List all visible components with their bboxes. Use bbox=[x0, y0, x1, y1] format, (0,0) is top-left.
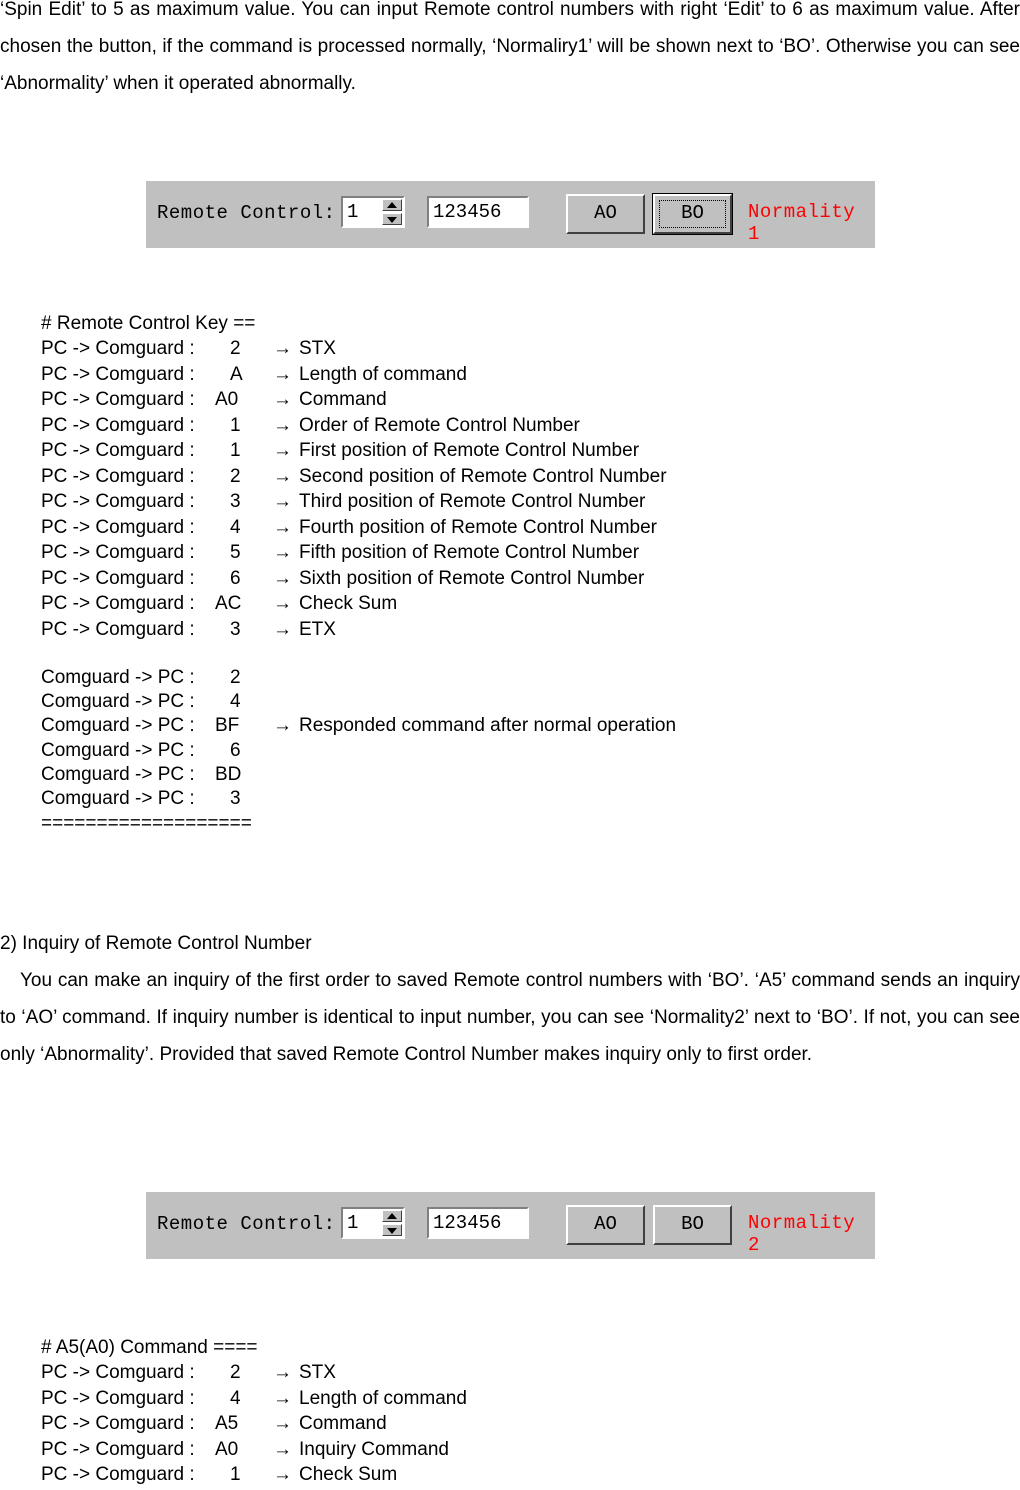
byte-value: 2 bbox=[230, 667, 241, 688]
byte-description: STX bbox=[299, 338, 336, 359]
byte-value: 5 bbox=[230, 542, 241, 563]
direction-prefix: PC -> Comguard : bbox=[41, 465, 195, 487]
ao-button[interactable]: AO bbox=[566, 194, 645, 234]
direction-prefix: PC -> Comguard : bbox=[41, 1413, 195, 1434]
arrow-down-icon bbox=[387, 217, 397, 223]
arrow-up-icon bbox=[387, 1213, 397, 1219]
byte-value: 2 bbox=[230, 465, 241, 487]
direction-prefix: PC -> Comguard : bbox=[41, 491, 195, 512]
remote-number-edit[interactable]: 123456 bbox=[427, 1207, 529, 1239]
arrow-right-icon: → bbox=[273, 715, 292, 737]
arrow-right-icon: → bbox=[273, 363, 292, 385]
bo-button[interactable]: BO bbox=[653, 1205, 732, 1245]
direction-prefix: PC -> Comguard : bbox=[41, 414, 195, 436]
direction-prefix: PC -> Comguard : bbox=[41, 1464, 195, 1485]
focus-rect bbox=[659, 200, 726, 228]
direction-prefix: PC -> Comguard : bbox=[41, 440, 195, 461]
byte-value: 3 bbox=[230, 491, 241, 512]
block-title: # A5(A0) Command ==== bbox=[41, 1337, 258, 1358]
byte-value: AC bbox=[215, 593, 242, 614]
arrow-right-icon: → bbox=[273, 1464, 292, 1485]
remote-order-spin-edit[interactable] bbox=[341, 1207, 405, 1239]
arrow-right-icon: → bbox=[273, 567, 292, 589]
byte-value: 3 bbox=[230, 618, 241, 640]
arrow-right-icon: → bbox=[273, 542, 292, 563]
byte-description: Check Sum bbox=[299, 1464, 398, 1485]
byte-value: 6 bbox=[230, 567, 241, 589]
direction-prefix: PC -> Comguard : bbox=[41, 516, 195, 538]
direction-prefix: Comguard -> PC : bbox=[41, 715, 195, 737]
byte-value: 1 bbox=[230, 414, 241, 436]
arrow-right-icon: → bbox=[273, 516, 292, 538]
byte-value: A bbox=[230, 363, 243, 385]
remote-order-spin-edit[interactable] bbox=[341, 196, 405, 228]
byte-value: 1 bbox=[230, 1464, 241, 1485]
arrow-right-icon: → bbox=[273, 1413, 292, 1434]
direction-prefix: PC -> Comguard : bbox=[41, 363, 195, 385]
direction-prefix: PC -> Comguard : bbox=[41, 542, 195, 563]
spin-value: 1 bbox=[347, 201, 359, 223]
arrow-up-icon bbox=[387, 202, 397, 208]
byte-description: Check Sum bbox=[299, 593, 398, 614]
arrow-right-icon: → bbox=[273, 1387, 292, 1409]
byte-description: Command bbox=[299, 1413, 387, 1434]
byte-value: A0 bbox=[215, 389, 239, 410]
byte-description: Fifth position of Remote Control Number bbox=[299, 542, 640, 563]
byte-description: Length of command bbox=[299, 363, 467, 385]
direction-prefix: PC -> Comguard : bbox=[41, 389, 195, 410]
byte-description: Command bbox=[299, 389, 387, 410]
byte-description: First position of Remote Control Number bbox=[299, 440, 640, 461]
bo-button-label: BO bbox=[681, 202, 704, 224]
section-paragraph: You can make an inquiry of the first order to saved Remote control numbers with ‘BO’. ‘A5’ command sends an inquiry to ‘AO’ command. If inquiry number is identical to input number, you can see ‘Normality2’ next to ‘BO’. If not, you can see only ‘Abnormality’. Provided that saved Remote Control Number makes inquiry only to first order. bbox=[0, 970, 1020, 1065]
byte-value: 4 bbox=[230, 691, 241, 713]
byte-value: 6 bbox=[230, 739, 241, 761]
arrow-right-icon: → bbox=[273, 414, 292, 436]
direction-prefix: Comguard -> PC : bbox=[41, 739, 195, 761]
byte-description: Order of Remote Control Number bbox=[299, 414, 580, 436]
byte-value: A5 bbox=[215, 1413, 239, 1434]
byte-description: ETX bbox=[299, 618, 336, 640]
arrow-right-icon: → bbox=[273, 389, 292, 410]
arrow-right-icon: → bbox=[273, 491, 292, 512]
direction-prefix: Comguard -> PC : bbox=[41, 788, 195, 809]
direction-prefix: PC -> Comguard : bbox=[41, 1438, 195, 1460]
byte-value: 4 bbox=[230, 516, 241, 538]
spin-value: 1 bbox=[347, 1212, 359, 1234]
arrow-right-icon: → bbox=[273, 440, 292, 461]
direction-prefix: PC -> Comguard : bbox=[41, 1362, 195, 1383]
remote-number-edit[interactable]: 123456 bbox=[427, 196, 529, 228]
block-end-rule: =================== bbox=[41, 813, 252, 834]
byte-value: 1 bbox=[230, 440, 241, 461]
arrow-right-icon: → bbox=[273, 618, 292, 640]
arrow-right-icon: → bbox=[273, 465, 292, 487]
bo-button[interactable] bbox=[653, 194, 732, 234]
arrow-right-icon: → bbox=[273, 593, 292, 614]
byte-description: Sixth position of Remote Control Number bbox=[299, 567, 645, 589]
byte-value: 2 bbox=[230, 1362, 241, 1383]
byte-value: BD bbox=[215, 763, 242, 785]
byte-value: A0 bbox=[215, 1438, 239, 1460]
byte-description: Inquiry Command bbox=[299, 1438, 449, 1460]
byte-description: Third position of Remote Control Number bbox=[299, 491, 646, 512]
byte-value: 3 bbox=[230, 788, 241, 809]
spin-up-button[interactable] bbox=[382, 1210, 402, 1222]
status-text: Normality 2 bbox=[748, 1212, 856, 1256]
arrow-right-icon: → bbox=[273, 338, 292, 359]
direction-prefix: PC -> Comguard : bbox=[41, 338, 195, 359]
byte-value: 4 bbox=[230, 1387, 241, 1409]
arrow-right-icon: → bbox=[273, 1438, 292, 1460]
byte-description: Length of command bbox=[299, 1387, 467, 1409]
ao-button[interactable]: AO bbox=[566, 1205, 645, 1245]
block-title: # Remote Control Key == bbox=[41, 313, 256, 334]
spin-down-button[interactable] bbox=[382, 1224, 402, 1236]
remote-control-panel-2 bbox=[146, 1192, 875, 1259]
byte-description: Second position of Remote Control Number bbox=[299, 465, 667, 487]
intro-paragraph: ‘Spin Edit’ to 5 as maximum value. You can input Remote control numbers with right ‘Edit’ to 6 as maximum value. After chosen the button, if the command is processed normally, ‘Normaliry1’ will be shown next to ‘BO’. Otherwise you can see ‘Abnormality’ when it operated abnormally. bbox=[0, 0, 1020, 94]
direction-prefix: PC -> Comguard : bbox=[41, 1387, 195, 1409]
byte-value: 2 bbox=[230, 338, 241, 359]
byte-description: Responded command after normal operation bbox=[299, 715, 677, 737]
byte-description: Fourth position of Remote Control Number bbox=[299, 516, 657, 538]
direction-prefix: Comguard -> PC : bbox=[41, 691, 195, 713]
remote-control-label: Remote Control: bbox=[157, 1213, 336, 1235]
direction-prefix: PC -> Comguard : bbox=[41, 567, 195, 589]
arrow-right-icon: → bbox=[273, 1362, 292, 1383]
direction-prefix: PC -> Comguard : bbox=[41, 593, 195, 614]
remote-control-label: Remote Control: bbox=[157, 202, 336, 224]
byte-value: BF bbox=[215, 715, 240, 737]
arrow-down-icon bbox=[387, 1228, 397, 1234]
remote-control-panel-1 bbox=[146, 181, 875, 248]
section-heading: 2) Inquiry of Remote Control Number bbox=[0, 933, 312, 954]
spin-down-button[interactable] bbox=[382, 213, 402, 225]
spin-up-button[interactable] bbox=[382, 199, 402, 211]
direction-prefix: Comguard -> PC : bbox=[41, 667, 195, 688]
direction-prefix: Comguard -> PC : bbox=[41, 763, 195, 785]
byte-description: STX bbox=[299, 1362, 336, 1383]
direction-prefix: PC -> Comguard : bbox=[41, 618, 195, 640]
status-text: Normality 1 bbox=[748, 201, 856, 245]
